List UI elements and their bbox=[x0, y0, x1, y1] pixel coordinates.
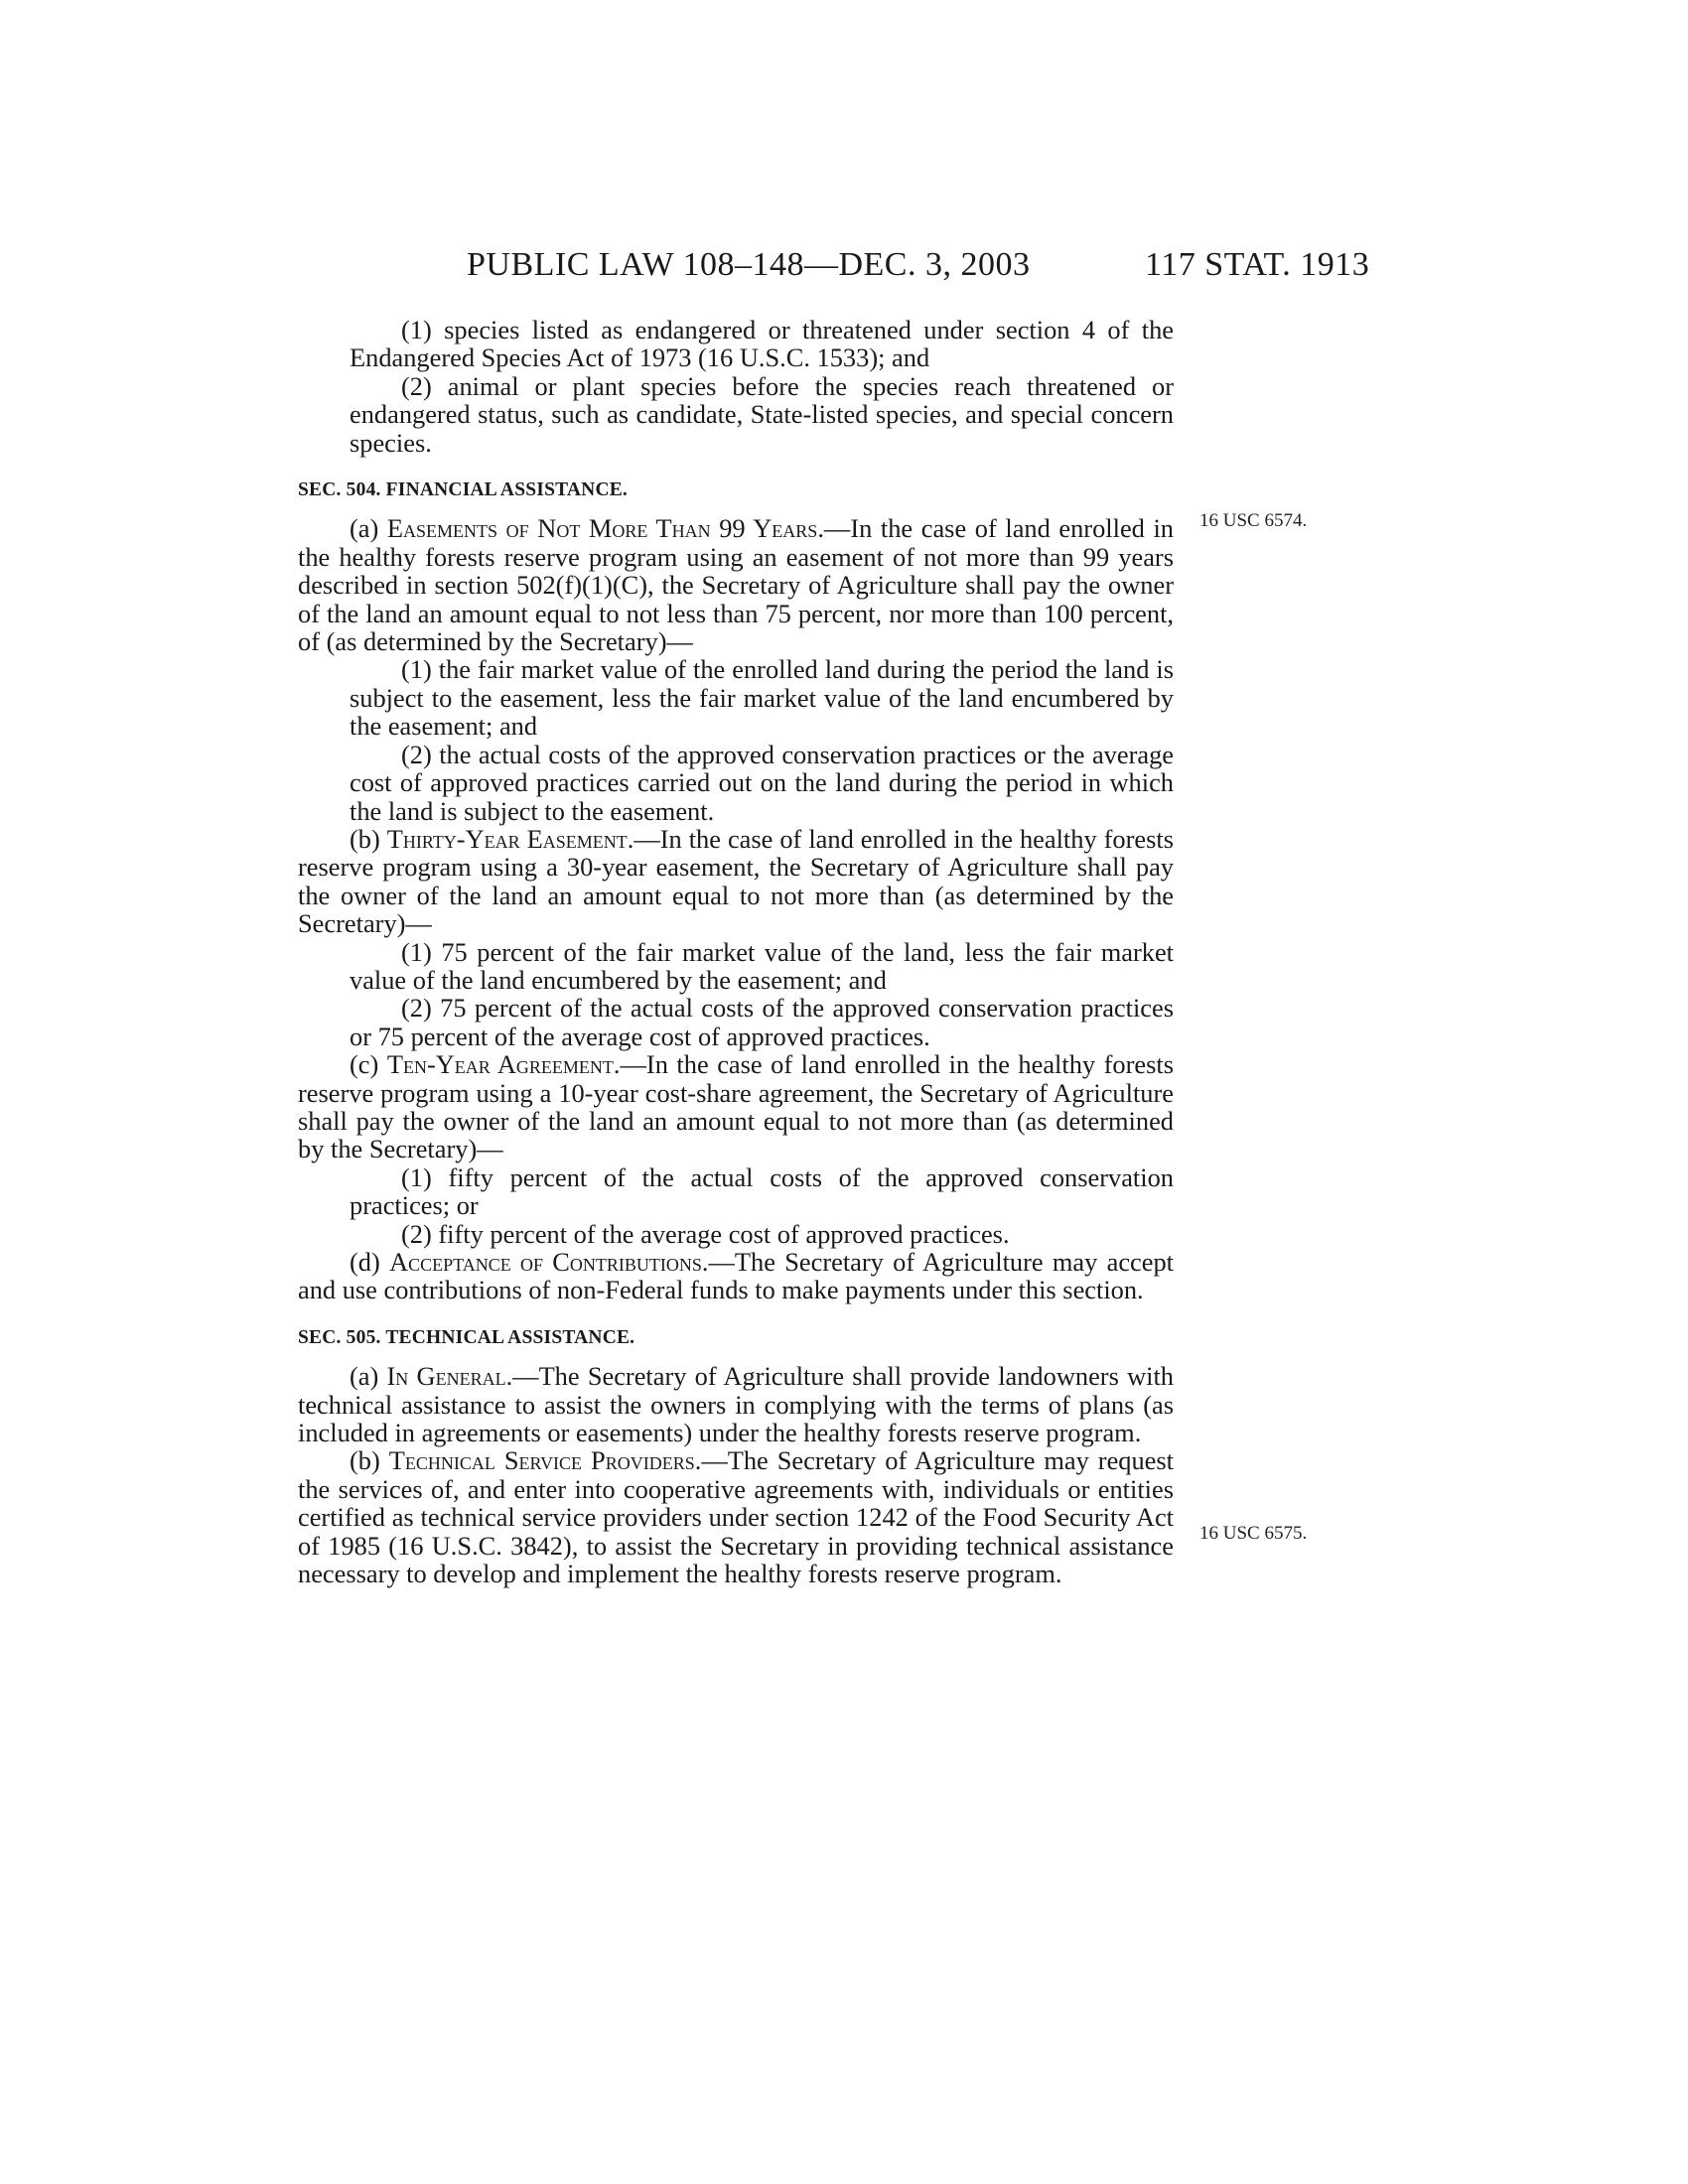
sec504-b-text: .—In the case of land enrolled in the healthy forests reserve program using a 30-year easement, the Secretary of Agriculture shall pay the owner of the land an amount equal to not more than (as determined by the Secretary)— bbox=[298, 823, 1174, 939]
margin-note-usc-6575: 16 USC 6575. bbox=[1199, 1523, 1308, 1544]
sec505-b-label: (b) bbox=[350, 1445, 389, 1476]
sec505-subsection-a bbox=[298, 1362, 1174, 1446]
paragraph-species-2: (2) animal or plant species before the species reach threatened or endangered status, such as candidate, State-listed species, and special concern species. bbox=[350, 370, 1174, 458]
sec505-a-heading: In General bbox=[386, 1361, 506, 1392]
sec504-a-label: (a) bbox=[350, 513, 387, 544]
document-body bbox=[298, 316, 1174, 1587]
section-505-heading: SEC. 505. TECHNICAL ASSISTANCE. bbox=[298, 1326, 635, 1348]
sec504-subsection-a bbox=[298, 514, 1174, 655]
sec505-b-heading: Technical Service Providers bbox=[388, 1445, 695, 1476]
sec504-b-label: (b) bbox=[350, 823, 387, 854]
section-504-heading: SEC. 504. FINANCIAL ASSISTANCE. bbox=[298, 479, 629, 501]
sec505-a-text: .—The Secretary of Agriculture shall provide landowners with technical assistance to assist the owners in complying with the terms of plans (as included in agreements or easements) under the healthy forests reserve program. bbox=[298, 1361, 1174, 1448]
sec504-c-paragraph-1: (1) fifty percent of the actual costs of the approved conservation practices; or bbox=[350, 1161, 1174, 1221]
sec504-a-paragraph-2: (2) the actual costs of the approved conservation practices or the average cost of approved practices carried out on the land during the period in which the land is subject to the easement. bbox=[350, 739, 1174, 826]
running-head-title: PUBLIC LAW 108–148—DEC. 3, 2003 bbox=[467, 246, 1031, 283]
statute-page-number: 117 STAT. 1913 bbox=[1145, 246, 1370, 283]
sec504-a-paragraph-1: (1) the fair market value of the enrolled land during the period the land is subject to the easement, less the fair market value of the land encumbered by the easement; and bbox=[350, 654, 1174, 742]
sec504-b-paragraph-1: (1) 75 percent of the fair market value of the land, less the fair market value of the land encumbered by the easement; and bbox=[350, 936, 1174, 995]
paragraph-species-1: (1) species listed as endangered or threatened under section 4 of the Endangered Species Act of 1973 (16 U.S.C. 1533); and bbox=[350, 315, 1174, 373]
sec504-b-paragraph-2: (2) 75 percent of the actual costs of the approved conservation practices or 75 percent of the average cost of approved practices. bbox=[350, 993, 1174, 1051]
sec505-a-label: (a) bbox=[350, 1361, 387, 1392]
sec504-b-heading: Thirty-Year Easement bbox=[386, 823, 628, 854]
sec504-c-label: (c) bbox=[350, 1049, 387, 1080]
sec505-subsection-b bbox=[298, 1446, 1174, 1587]
sec504-c-text: .—In the case of land enrolled in the healthy forests reserve program using a 10-year cost-share agreement, the Secretary of Agriculture shall pay the owner of the land an amount equal to not more than (as determined by the Secretary)— bbox=[298, 1049, 1174, 1164]
sec504-d-label: (d) bbox=[350, 1247, 390, 1277]
sec504-a-heading: Easements of Not More Than 99 Years bbox=[386, 513, 818, 544]
sec504-d-heading: Acceptance of Contributions bbox=[389, 1247, 702, 1277]
running-head bbox=[0, 246, 1688, 290]
sec504-subsection-b bbox=[298, 825, 1174, 938]
sec504-d-text: .—The Secretary of Agriculture may accept and use contributions of non-Federal funds to make payments under this section. bbox=[298, 1247, 1175, 1305]
sec504-c-paragraph-2: (2) fifty percent of the average cost of approved practices. bbox=[401, 1218, 1010, 1249]
sec504-c-heading: Ten-Year Agreement bbox=[386, 1049, 614, 1080]
margin-note-usc-6574: 16 USC 6574. bbox=[1199, 510, 1308, 531]
sec505-b-text: .—The Secretary of Agriculture may request the services of, and enter into cooperative agreements with, individuals or entities certified as technical service providers under section 1242 of the Food Security Act of 1985 (16 U.S.C. 3842), to assist the Secretary in providing technical assistance necessary to develop and implement the healthy forests reserve program. bbox=[298, 1445, 1175, 1589]
sec504-subsection-c bbox=[298, 1050, 1174, 1163]
sec504-subsection-d bbox=[298, 1248, 1174, 1304]
sec504-a-text: .—In the case of land enrolled in the healthy forests reserve program using an easement of not more than 99 years described in section 502(f)(1)(C), the Secretary of Agriculture shall pay the owner of the land an amount equal to not less than 75 percent, nor more than 100 percent, of (as determined by the Secretary)— bbox=[298, 513, 1175, 657]
